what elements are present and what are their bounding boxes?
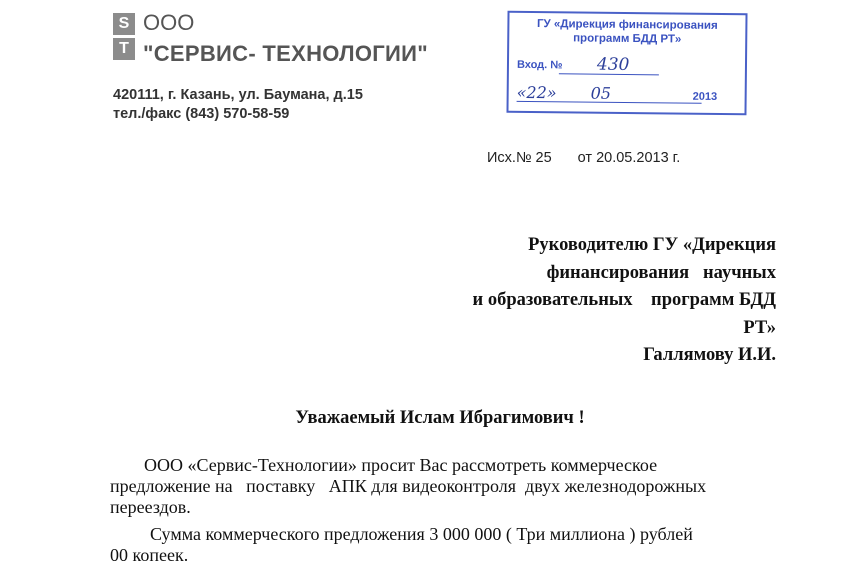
stamp-organization (509, 17, 745, 47)
registration-stamp (506, 11, 747, 116)
body-line: ООО «Сервис-Технологии» просит Вас рассмотреть коммерческое (144, 455, 658, 475)
body-line: Сумма коммерческого предложения 3 000 000 ( Три миллиона ) рублей (150, 524, 693, 544)
stamp-day: «22» (516, 82, 557, 103)
outgoing-reference (487, 150, 680, 166)
outgoing-number: Исх.№ 25 (487, 150, 552, 166)
company-name: "СЕРВИС- ТЕХНОЛОГИИ" (143, 41, 429, 66)
logo-letter-s: S (113, 13, 135, 35)
body-paragraph-1 (110, 455, 780, 518)
addressee-line: финансирования научных (546, 262, 776, 283)
stamp-year: 2013 (692, 90, 718, 103)
addressee-line: Руководителю ГУ «Дирекция (528, 235, 776, 255)
company-address: 420111, г. Казань, ул. Баумана, д.15 (113, 87, 363, 103)
body-paragraph-2 (110, 524, 780, 566)
body-line: предложение на поставку АПК для видеоконтроля двух железнодорожных (110, 476, 707, 496)
stamp-month: 05 (590, 83, 612, 103)
addressee-line: РТ» (743, 317, 776, 338)
outgoing-date: от 20.05.2013 г. (577, 150, 681, 166)
stamp-org-line-1: ГУ «Дирекция финансирования (536, 18, 718, 32)
body-line: 00 копеек. (110, 545, 189, 565)
stamp-date-line (517, 101, 702, 104)
company-phone: тел./факс (843) 570-58-59 (113, 106, 290, 122)
stamp-org-line-2: программ БДД РТ» (573, 32, 682, 46)
company-type: ООО (143, 10, 195, 35)
company-logo (113, 13, 135, 63)
addressee-block (473, 232, 776, 370)
greeting: Уважаемый Ислам Ибрагимович ! (295, 408, 585, 428)
stamp-incoming-label: Вход. № (516, 58, 563, 72)
addressee-name: Галлямову И.И. (643, 345, 776, 365)
body-line: переездов. (110, 497, 191, 517)
stamp-incoming-number: 430 (596, 54, 630, 76)
addressee-line: и образовательных программ БДД (472, 290, 776, 310)
logo-letter-t: T (113, 38, 135, 60)
